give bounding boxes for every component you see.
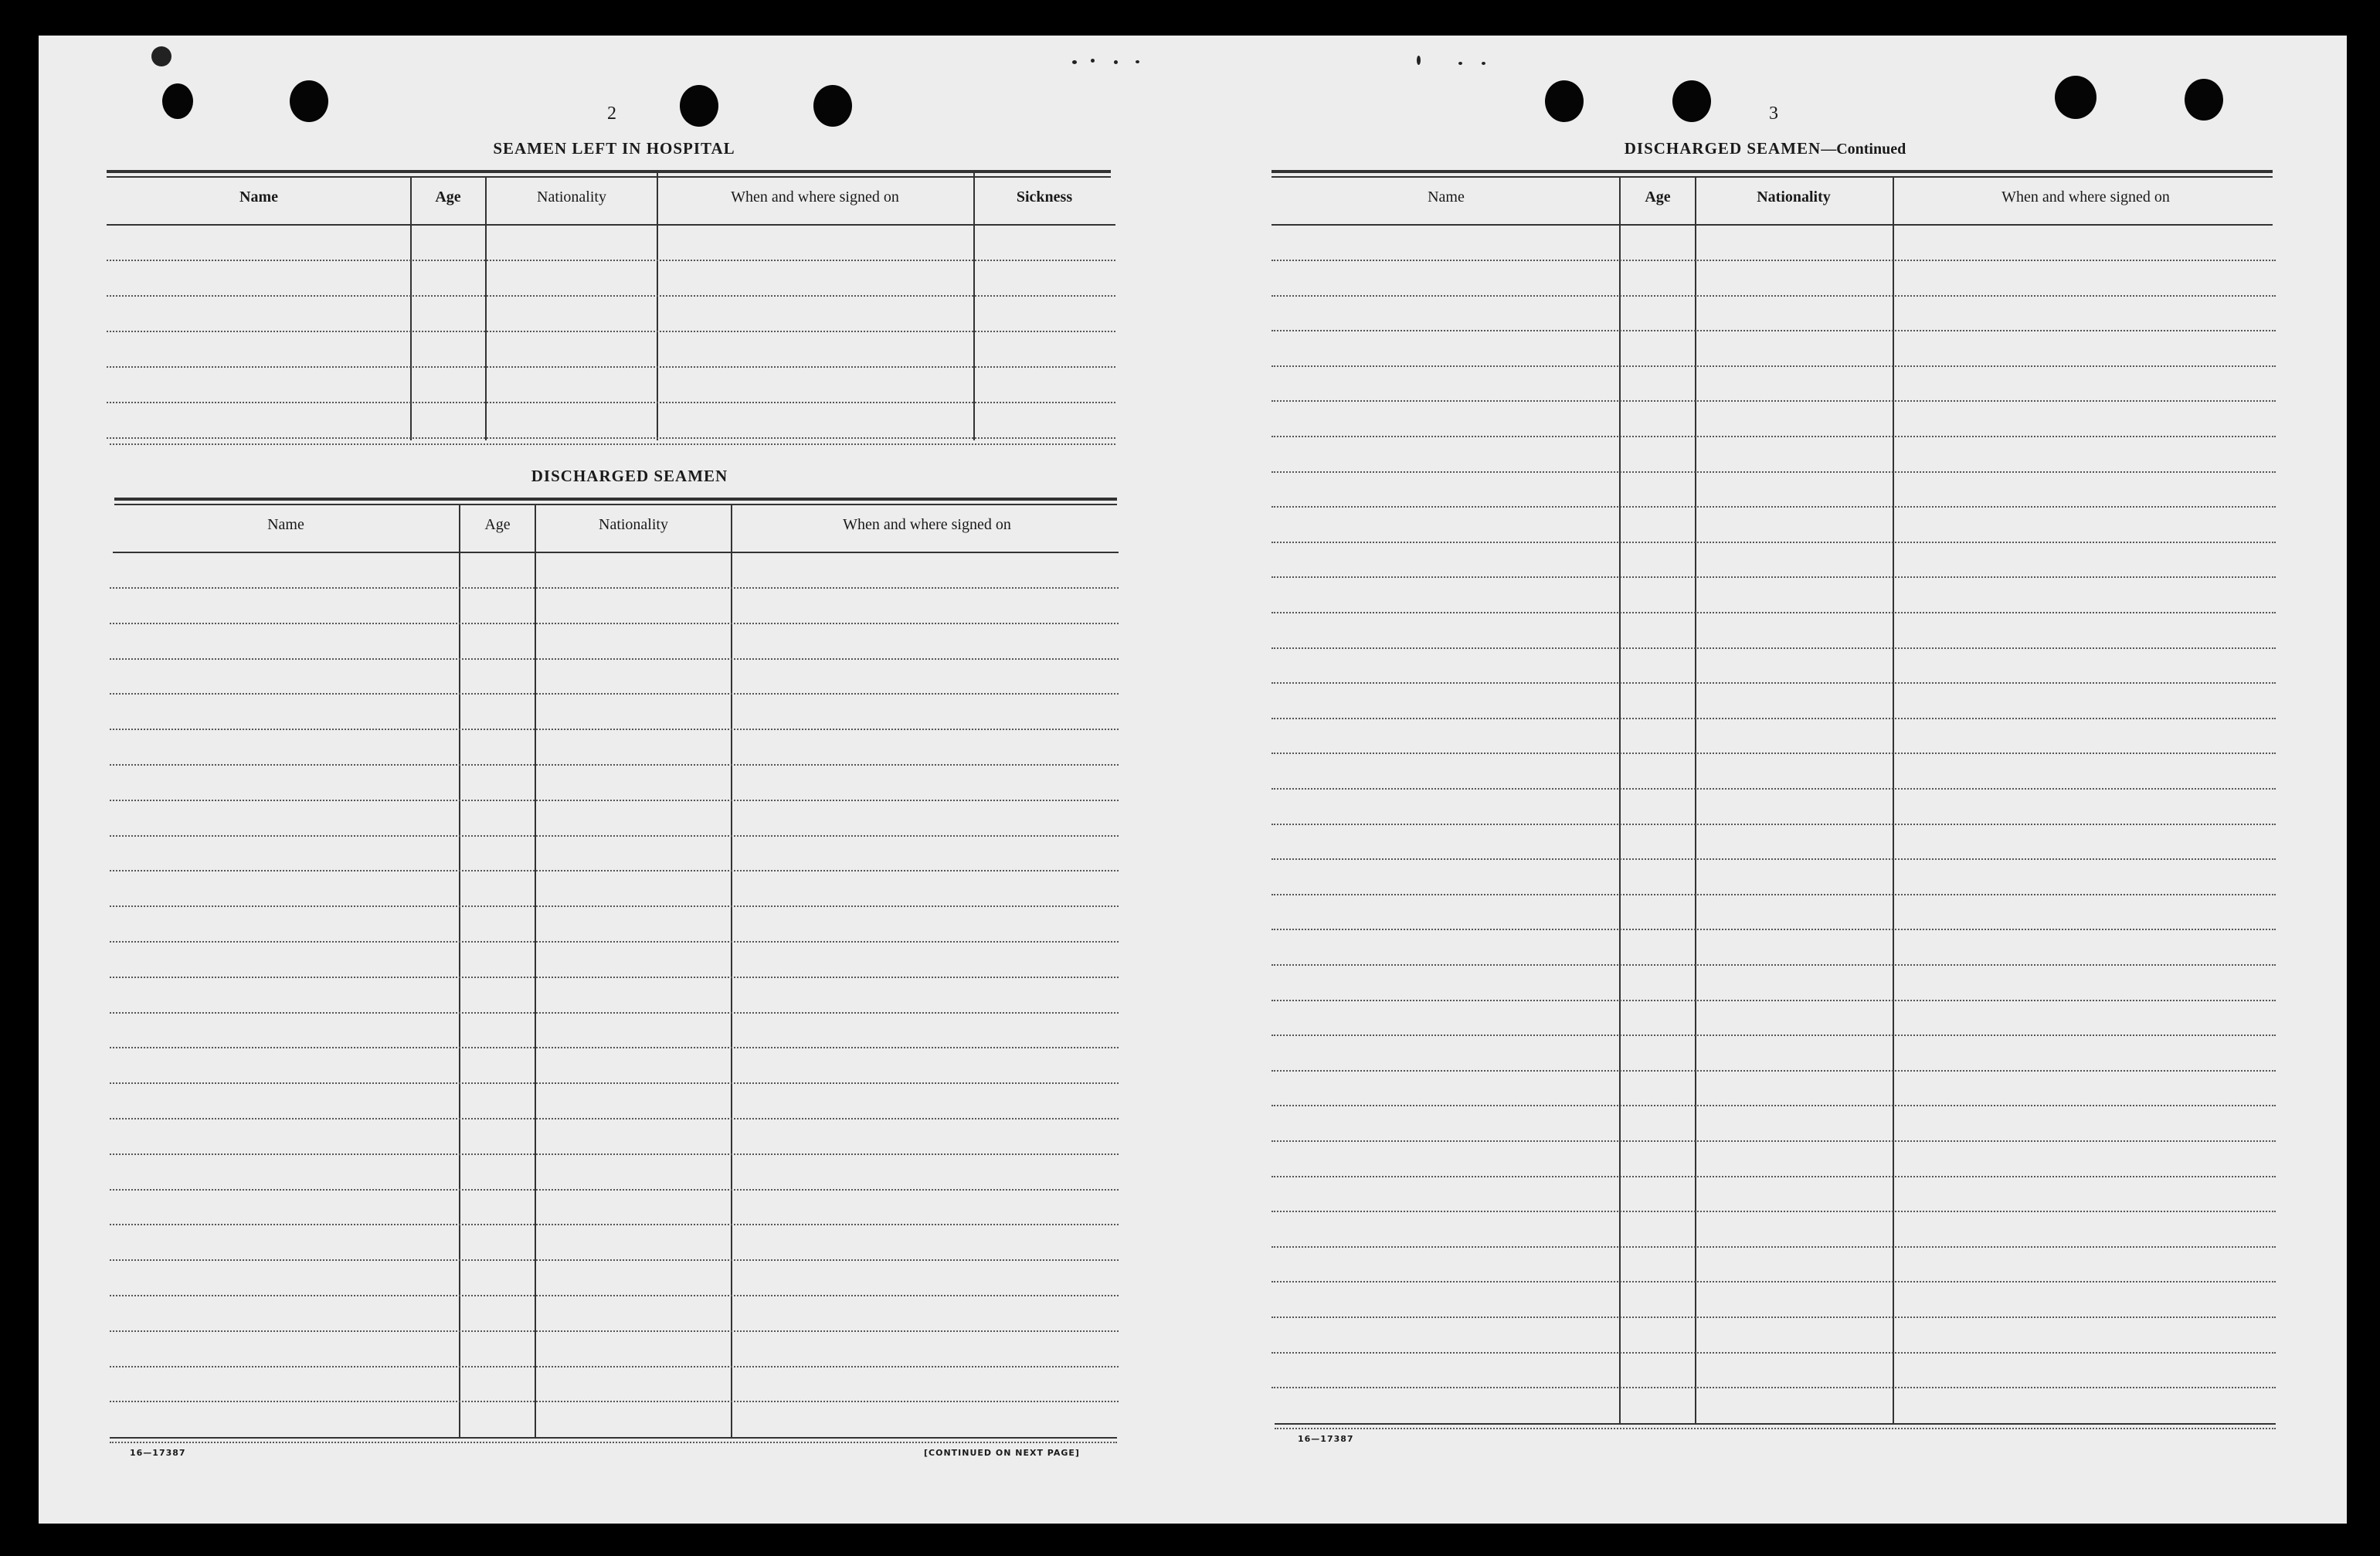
table-row-line <box>110 1259 1119 1261</box>
column-header-sickness: Sickness <box>1016 189 1073 206</box>
discharged-continued-title <box>1564 139 1966 158</box>
punch-hole <box>2055 76 2097 119</box>
hospital-section-title: SEAMEN LEFT IN HOSPITAL <box>493 139 735 158</box>
table-row-line <box>110 587 1119 589</box>
ink-speck <box>1458 62 1462 65</box>
right-table-bottom-rule <box>1275 1428 2276 1429</box>
table-row-line <box>110 443 1115 445</box>
table-row-line <box>1271 718 2276 719</box>
table-row-line <box>1271 824 2276 825</box>
table-row-line <box>1271 506 2276 508</box>
right-column-divider <box>1619 176 1621 1425</box>
discharged-continued-title-main: DISCHARGED SEAMEN <box>1624 139 1821 158</box>
right-column-divider <box>1893 176 1894 1425</box>
punch-hole <box>813 85 852 127</box>
punch-hole <box>1545 80 1584 122</box>
ink-speck <box>1482 62 1485 65</box>
form-number-right: 16—17387 <box>1298 1434 1354 1444</box>
table-row-line <box>1271 753 2276 754</box>
discharged-section-title: DISCHARGED SEAMEN <box>531 467 728 485</box>
discharged-header-rule <box>113 552 1119 553</box>
table-row-line <box>110 1082 1119 1084</box>
column-header-nationality: Nationality <box>599 516 668 533</box>
ink-speck <box>1417 56 1421 65</box>
discharged-column-divider <box>731 504 732 1439</box>
table-row-line <box>110 905 1119 907</box>
table-row-line <box>1271 1035 2276 1036</box>
column-header-when-where-signed-on: When and where signed on <box>731 189 899 206</box>
table-row-line <box>110 941 1119 943</box>
ink-speck <box>151 46 171 66</box>
discharged-table-top-rule <box>114 498 1117 501</box>
table-row-line <box>1271 1176 2276 1177</box>
column-header-nationality: Nationality <box>537 189 606 206</box>
table-row-line <box>1271 542 2276 543</box>
column-header-age: Age <box>484 516 511 533</box>
table-row-line <box>1271 436 2276 437</box>
table-row-line <box>1271 365 2276 367</box>
discharged-table-top-rule <box>114 504 1117 505</box>
table-row-line <box>1271 682 2276 684</box>
table-row-line <box>110 1189 1119 1191</box>
table-row-line <box>110 977 1119 978</box>
discharged-continued-suffix: —Continued <box>1821 141 1906 158</box>
table-row-line <box>1271 1140 2276 1142</box>
table-row-line <box>1271 1352 2276 1354</box>
right-table-top-rule <box>1271 176 2273 178</box>
column-header-age: Age <box>1645 189 1671 206</box>
ink-speck <box>1114 60 1118 64</box>
ink-speck <box>1072 60 1077 64</box>
discharged-column-divider <box>459 504 460 1439</box>
right-table-bottom-rule <box>1275 1423 2276 1425</box>
table-row-line <box>110 1012 1119 1014</box>
table-row-line <box>1271 1000 2276 1001</box>
table-row-line <box>1271 858 2276 860</box>
column-header-name: Name <box>239 189 278 206</box>
table-row-line <box>110 693 1119 695</box>
hospital-column-divider <box>410 176 412 440</box>
column-header-when-where-signed-on: When and where signed on <box>2001 189 2170 206</box>
table-row-line <box>107 260 1115 261</box>
table-row-line <box>110 870 1119 871</box>
column-header-when-where-signed-on: When and where signed on <box>843 516 1011 533</box>
table-row-line <box>110 1295 1119 1296</box>
table-row-line <box>1271 1105 2276 1106</box>
ink-speck <box>1091 59 1095 63</box>
table-row-line <box>1271 894 2276 895</box>
table-row-line <box>1271 929 2276 930</box>
hospital-header-rule <box>107 224 1115 226</box>
table-row-line <box>1271 576 2276 578</box>
table-row-line <box>110 764 1119 766</box>
page-number-right: 3 <box>1769 104 1778 124</box>
table-row-line <box>1271 471 2276 473</box>
table-row-line <box>107 437 1115 439</box>
table-row-line <box>1271 295 2276 297</box>
table-row-line <box>1271 647 2276 649</box>
table-row-line <box>107 402 1115 403</box>
table-row-line <box>1271 1281 2276 1283</box>
form-number-left: 16—17387 <box>130 1448 186 1458</box>
table-row-line <box>110 658 1119 660</box>
punch-hole <box>290 80 328 122</box>
table-row-line <box>110 1047 1119 1048</box>
continued-on-next-page-note: [CONTINUED ON NEXT PAGE] <box>924 1448 1080 1458</box>
right-header-rule <box>1271 224 2273 226</box>
hospital-column-divider <box>973 172 975 440</box>
table-row-line <box>1271 1211 2276 1212</box>
column-header-name: Name <box>267 516 304 533</box>
punch-hole <box>680 85 718 127</box>
right-column-divider <box>1695 176 1696 1425</box>
table-row-line <box>110 1330 1119 1332</box>
discharged-table-bottom-rule <box>110 1442 1117 1443</box>
column-header-name: Name <box>1428 189 1465 206</box>
form-paper <box>39 36 2347 1524</box>
table-row-line <box>1271 1246 2276 1248</box>
table-row-line <box>110 1366 1119 1367</box>
column-header-age: Age <box>435 189 461 206</box>
table-row-line <box>110 729 1119 730</box>
hospital-column-divider <box>657 172 658 440</box>
table-row-line <box>1271 964 2276 966</box>
table-row-line <box>110 1118 1119 1119</box>
table-row-line <box>1271 1316 2276 1318</box>
table-row-line <box>1271 330 2276 331</box>
table-row-line <box>110 623 1119 624</box>
punch-hole <box>1672 80 1711 122</box>
discharged-table-bottom-rule <box>110 1437 1117 1439</box>
table-row-line <box>1271 260 2276 261</box>
table-row-line <box>107 331 1115 332</box>
table-row-line <box>1271 612 2276 613</box>
hospital-table-top-rule <box>107 170 1111 173</box>
hospital-column-divider <box>485 176 487 440</box>
ink-speck <box>1136 60 1139 63</box>
table-row-line <box>110 800 1119 801</box>
table-row-line <box>110 1153 1119 1155</box>
table-row-line <box>107 366 1115 368</box>
right-table-top-rule <box>1271 170 2273 173</box>
table-row-line <box>107 295 1115 297</box>
punch-hole <box>2185 79 2223 121</box>
page-number-left: 2 <box>607 104 616 124</box>
column-header-nationality: Nationality <box>1757 189 1831 206</box>
table-row-line <box>110 1224 1119 1225</box>
table-row-line <box>110 835 1119 837</box>
discharged-column-divider <box>535 504 536 1439</box>
hospital-table-top-rule <box>107 176 1111 178</box>
table-row-line <box>110 1401 1119 1402</box>
table-row-line <box>1271 788 2276 790</box>
table-row-line <box>1271 1387 2276 1388</box>
punch-hole <box>162 83 193 119</box>
table-row-line <box>1271 400 2276 402</box>
table-row-line <box>1271 1070 2276 1072</box>
